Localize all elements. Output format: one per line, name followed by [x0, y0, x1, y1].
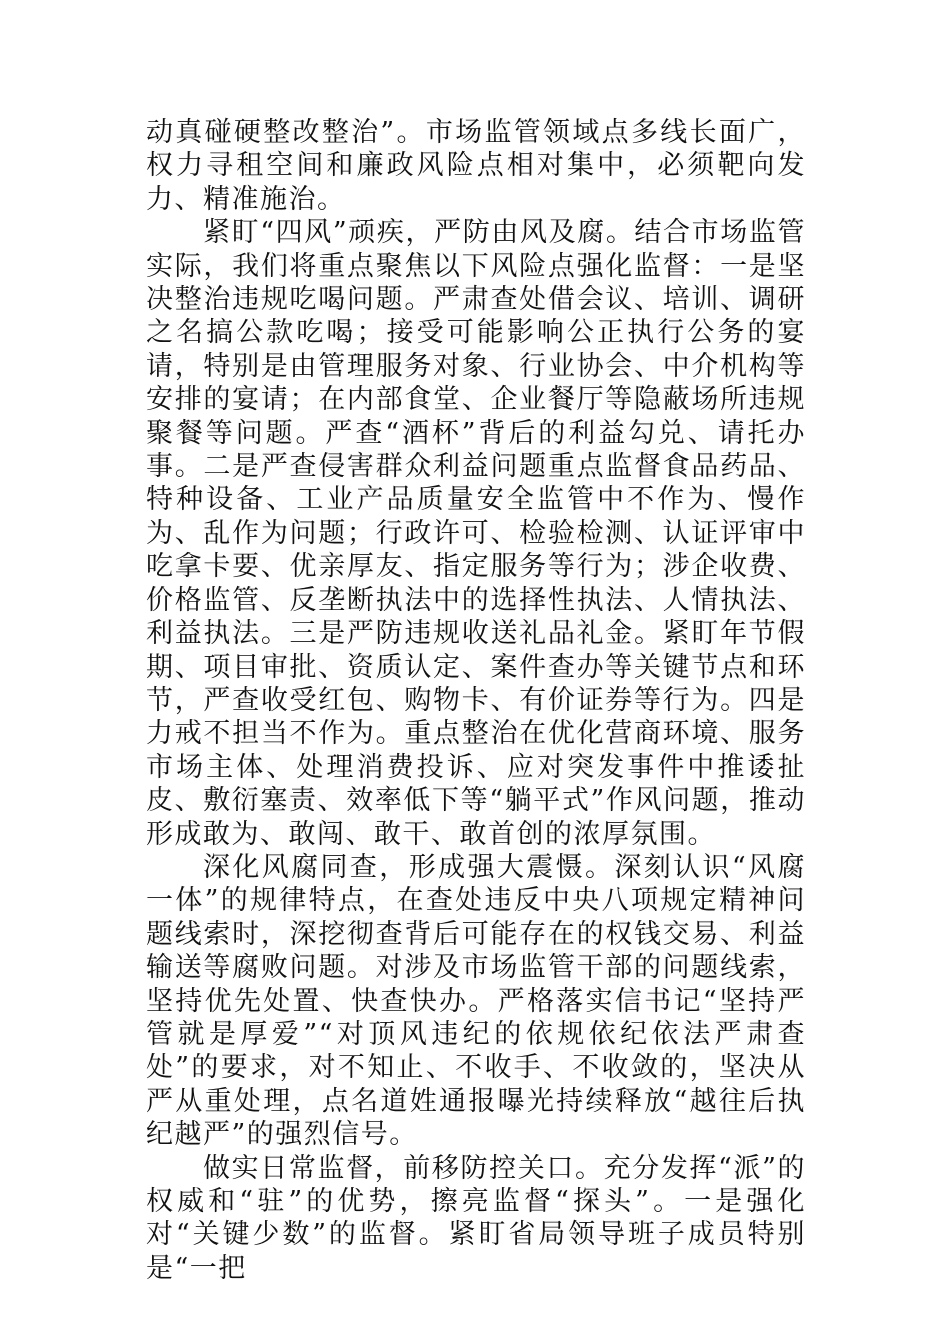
- document-body: [146, 116, 806, 1285]
- paragraph-four-winds: 紧盯“四风”顽疾，严防由风及腐。结合市场监管实际，我们将重点聚焦以下风险点强化监督：一是坚决整治违规吃喝问题。严肃查处借会议、培训、调研之名搞公款吃喝；接受可能影响公正执行公务的宴请，特别是由管理服务对象、行业协会、中介机构等安排的宴请；在内部食堂、企业餐厅等隐蔽场所违规聚餐等问题。严查“酒杯”背后的利益勾兑、请托办事。二是严查侵害群众利益问题重点监督食品药品、特种设备、工业产品质量安全监管中不作为、慢作为、乱作为问题；行政许可、检验检测、认证评审中吃拿卡要、优亲厚友、指定服务等行为；涉企收费、价格监管、反垄断执法中的选择性执法、人情执法、利益执法。三是严防违规收送礼品礼金。紧盯年节假期、项目审批、资质认定、案件查办等关键节点和环节，严查收受红包、购物卡、有价证券等行为。四是力戒不担当不作为。重点整治在优化营商环境、服务市场主体、处理消费投诉、应对突发事件中推诿扯皮、敷衍塞责、效率低下等“躺平式”作风问题，推动形成敢为、敢闯、敢干、敢首创的浓厚氛围。: [146, 217, 806, 850]
- paragraph-daily-supervision: 做实日常监督，前移防控关口。充分发挥“派”的权威和“驻”的优势，擦亮监督“探头”。一是强化对“关键少数”的监督。紧盯省局领导班子成员特别是“一把: [146, 1152, 806, 1284]
- paragraph-style-corruption-joint-investigation: 深化风腐同查，形成强大震慑。深刻认识“风腐一体”的规律特点，在查处违反中央八项规定精神问题线索时，深挖彻查背后可能存在的权钱交易、利益输送等腐败问题。对涉及市场监管干部的问题线索，坚持优先处置、快查快办。严格落实信书记“坚持严管就是厚爱”“对顶风违纪的依规依纪依法严肃查处”的要求，对不知止、不收手、不收敛的，坚决从严从重处理，点名道姓通报曝光持续释放“越往后执纪越严”的强烈信号。: [146, 851, 806, 1151]
- paragraph-continuation: 动真碰硬整改整治”。市场监管领域点多线长面广，权力寻租空间和廉政风险点相对集中，必须靶向发力、精准施治。: [146, 117, 806, 215]
